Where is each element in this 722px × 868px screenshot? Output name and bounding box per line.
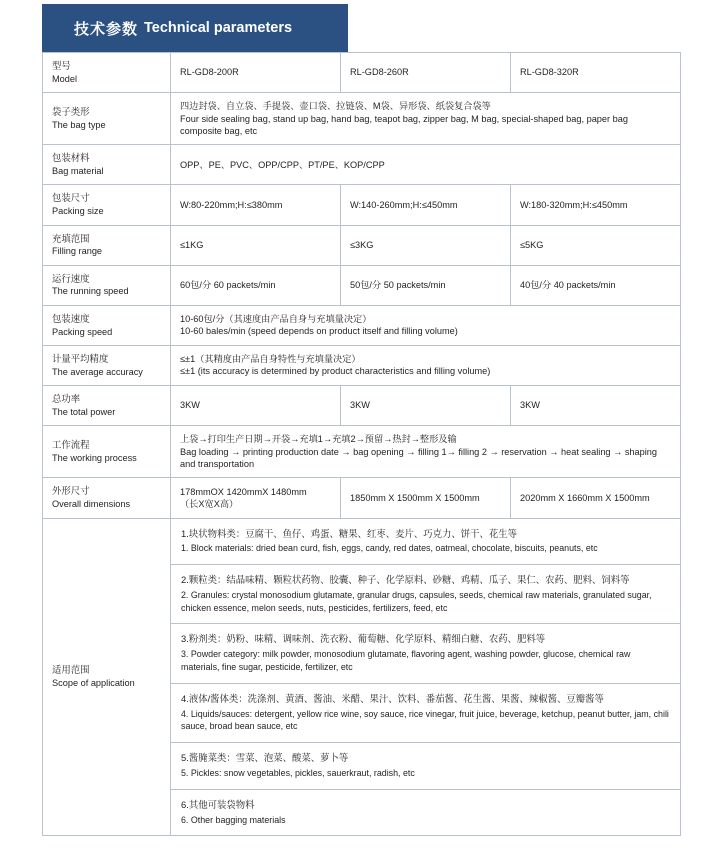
cell-value-cn: ≤±1（其精度由产品自身特性与充填量决定）	[180, 354, 361, 365]
row-label	[43, 345, 171, 385]
table-row	[43, 225, 681, 265]
row-label	[43, 426, 171, 478]
list-item	[171, 519, 680, 566]
row-label-en: Overall dimensions	[52, 499, 131, 510]
row-label-cn: 包装尺寸	[52, 192, 90, 204]
row-label-en: The average accuracy	[52, 366, 143, 377]
list-item-en: 4. Liquids/sauces: detergent, yellow rice wine, soy sauce, rice vinegar, fruit juice, beverage, ketchup, peanut butter, jam, chili sauce, broad bean sauce, etc	[181, 708, 669, 732]
row-label-cn: 总功率	[52, 393, 81, 405]
table-row	[43, 386, 681, 426]
list-item	[171, 790, 680, 836]
table-row-scope	[43, 518, 681, 836]
row-label-en: Model	[52, 73, 78, 84]
cell-value: 3KW	[341, 386, 511, 426]
table-row	[43, 53, 681, 93]
parameters-table	[42, 52, 681, 836]
cell-value-main: 178mmOX 1420mmX 1480mm	[180, 486, 307, 497]
row-label-cn: 计量平均精度	[52, 352, 109, 364]
cell-value	[171, 145, 681, 185]
row-label	[43, 518, 171, 836]
table-row	[43, 305, 681, 345]
list-item-cn: 5.酱腌菜类：雪菜、泡菜、酸菜、萝卜等	[181, 752, 349, 764]
list-item-cn: 6.其他可装袋物料	[181, 798, 255, 810]
list-item-cn: 3.粉剂类：奶粉、味精、调味剂、洗衣粉、葡萄糖、化学原料、精细白糖、农药、肥料等	[181, 633, 546, 645]
row-label-cn: 包装速度	[52, 312, 90, 324]
list-item-en: 5. Pickles: snow vegetables, pickles, sauerkraut, radish, etc	[181, 767, 415, 778]
cell-value	[171, 478, 341, 518]
row-label-cn: 包装材料	[52, 152, 90, 164]
list-item	[171, 624, 680, 683]
cell-value: RL-GD8-260R	[341, 53, 511, 93]
cell-value: 60包/分 60 packets/min	[171, 265, 341, 305]
row-label	[43, 93, 171, 145]
table-row	[43, 345, 681, 385]
scope-list	[171, 518, 681, 836]
cell-value-sub: （长X宽X高）	[180, 498, 239, 509]
cell-value: RL-GD8-200R	[171, 53, 341, 93]
cell-value: 3KW	[511, 386, 681, 426]
page-title-en: Technical parameters	[144, 20, 293, 36]
cell-value: 40包/分 40 packets/min	[511, 265, 681, 305]
row-label	[43, 145, 171, 185]
row-label-cn: 充填范围	[52, 232, 90, 244]
row-label-en: Packing size	[52, 206, 104, 217]
cell-value: ≤1KG	[171, 225, 341, 265]
page-title-bar	[42, 4, 348, 52]
table-row	[43, 478, 681, 518]
list-item-en: 1. Block materials: dried bean curd, fish, eggs, candy, red dates, oatmeal, chocolate, biscuits, peanuts, etc	[181, 543, 598, 554]
row-label-cn: 运行速度	[52, 272, 90, 284]
cell-value	[171, 345, 681, 385]
cell-value-cn: OPP、PE、PVC、OPP/CPP、PT/PE、KOP/CPP	[180, 159, 385, 170]
table-row	[43, 426, 681, 478]
cell-value-cn: 四边封袋、自立袋、手提袋、壶口袋、拉链袋、M袋、异形袋、纸袋复合袋等	[180, 101, 491, 112]
cell-value	[171, 305, 681, 345]
cell-value-en: Bag loading → printing production date → bag opening → filling 1→ filling 2 → reservation → heat sealing → shaping and transportation	[180, 446, 658, 469]
list-item	[171, 565, 680, 624]
row-label-en: Bag material	[52, 166, 104, 177]
list-item-en: 2. Granules: crystal monosodium glutamate, granular drugs, capsules, seeds, chemical raw materials, granulated sugar, chicken essence, melon seeds, nuts, pesticides, fertilizers, feed, etc	[181, 589, 652, 613]
row-label-cn: 型号	[52, 60, 71, 71]
cell-value-cn: 上袋→打印生产日期→开袋→充填1→充填2→预留→热封→整形及输	[180, 434, 457, 445]
row-label-cn: 袋子类形	[52, 106, 90, 118]
list-item-en: 3. Powder category: milk powder, monosodium glutamate, flavoring agent, washing powder, glucose, chemical raw materials, fine sugar, pesticide, fertilizer, etc	[181, 649, 631, 673]
cell-value	[171, 426, 681, 478]
row-label	[43, 386, 171, 426]
list-item-en: 6. Other bagging materials	[181, 814, 286, 825]
row-label-en: Packing speed	[52, 326, 113, 337]
row-label	[43, 265, 171, 305]
row-label	[43, 53, 171, 93]
cell-value: 50包/分 50 packets/min	[341, 265, 511, 305]
cell-value: 2020mm X 1660mm X 1500mm	[511, 478, 681, 518]
row-label	[43, 225, 171, 265]
row-label	[43, 478, 171, 518]
cell-value: ≤5KG	[511, 225, 681, 265]
row-label-en: The running speed	[52, 286, 129, 297]
table-row	[43, 145, 681, 185]
cell-value: RL-GD8-320R	[511, 53, 681, 93]
list-item-cn: 1.块状物料类：豆腐干、鱼仔、鸡蛋、糖果、红枣、麦片、巧克力、饼干、花生等	[181, 527, 517, 539]
list-item-cn: 2.颗粒类：结晶味精、颗粒状药物、胶囊、种子、化学原料、砂糖、鸡精、瓜子、果仁、农药、肥料、饲料等	[181, 574, 630, 586]
row-label-cn: 外形尺寸	[52, 485, 90, 497]
cell-value	[171, 93, 681, 145]
cell-value-en: ≤±1 (its accuracy is determined by product characteristics and filling volume)	[180, 366, 491, 377]
list-item	[171, 743, 680, 790]
row-label-en: The bag type	[52, 119, 106, 130]
cell-value: W:180-320mm;H:≤450mm	[511, 185, 681, 225]
cell-value: W:140-260mm;H:≤450mm	[341, 185, 511, 225]
table-row	[43, 185, 681, 225]
row-label-en: The total power	[52, 406, 116, 417]
cell-value: 3KW	[171, 386, 341, 426]
row-label-cn: 工作流程	[52, 439, 90, 451]
row-label-en: Scope of application	[52, 678, 135, 689]
table-row	[43, 265, 681, 305]
row-label-en: The working process	[52, 452, 137, 463]
row-label	[43, 185, 171, 225]
list-item-cn: 4.液体/酱体类：洗涤剂、黄酒、酱油、米醋、果汁、饮料、番茄酱、花生酱、果酱、辣椒酱、豆瓣酱等	[181, 692, 604, 704]
row-label-cn: 适用范围	[52, 664, 90, 676]
row-label-en: Filling range	[52, 246, 103, 257]
table-row	[43, 93, 681, 145]
cell-value: W:80-220mm;H:≤380mm	[171, 185, 341, 225]
cell-value-cn: 10-60包/分（其速度由产品自身与充填量决定）	[180, 313, 372, 324]
cell-value-en: 10-60 bales/min (speed depends on product itself and filling volume)	[180, 326, 458, 337]
cell-value: ≤3KG	[341, 225, 511, 265]
page-title-cn: 技术参数	[74, 20, 139, 38]
cell-value-en: Four side sealing bag, stand up bag, hand bag, teapot bag, zipper bag, M bag, special-shaped bag, paper bag composite bag, etc	[180, 113, 628, 136]
cell-value: 1850mm X 1500mm X 1500mm	[341, 478, 511, 518]
list-item	[171, 684, 680, 743]
row-label	[43, 305, 171, 345]
